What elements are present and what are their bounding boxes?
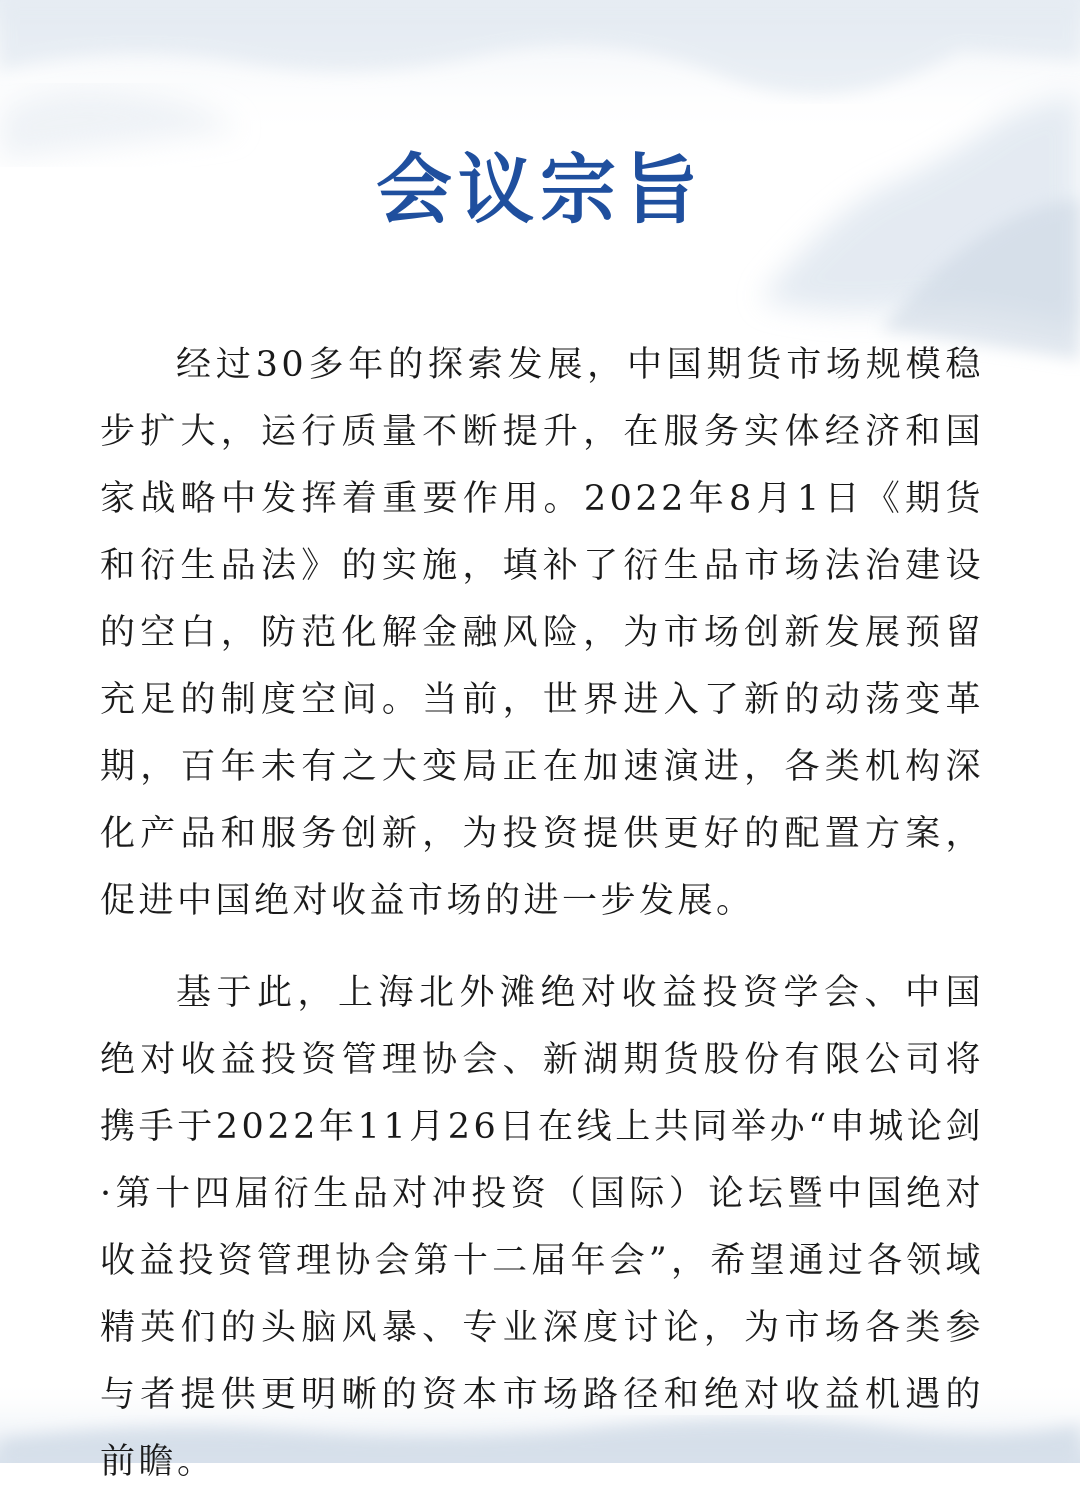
paragraph-intro: 经过30多年的探索发展，中国期货市场规模稳步扩大，运行质量不断提升，在服务实体经济和国家战略中发挥着重要作用。2022年8月1日《期货和衍生品法》的实施，填补了衍生品市场法治建设的空白，防范化解金融风险，为市场创新发展预留充足的制度空间。当前，世界进入了新的动荡变革期，百年未有之大变局正在加速演进，各类机构深化产品和服务创新，为投资提供更好的配置方案，促进中国绝对收益市场的进一步发展。 (100, 345, 984, 921)
page-title: 会议宗旨 (376, 145, 704, 234)
paragraph-forum: 基于此，上海北外滩绝对收益投资学会、中国绝对收益投资管理协会、新湖期货股份有限公司将携手于2022年11月26日在线上共同举办“申城论剑·第十四届衍生品对冲投资（国际）论坛暨中国绝对收益投资管理协会第十二届年会”，希望通过各领域精英们的头脑风暴、专业深度讨论，为市场各类参与者提供更明晰的资本市场路径和绝对收益机遇的前瞻。 (100, 973, 984, 1482)
